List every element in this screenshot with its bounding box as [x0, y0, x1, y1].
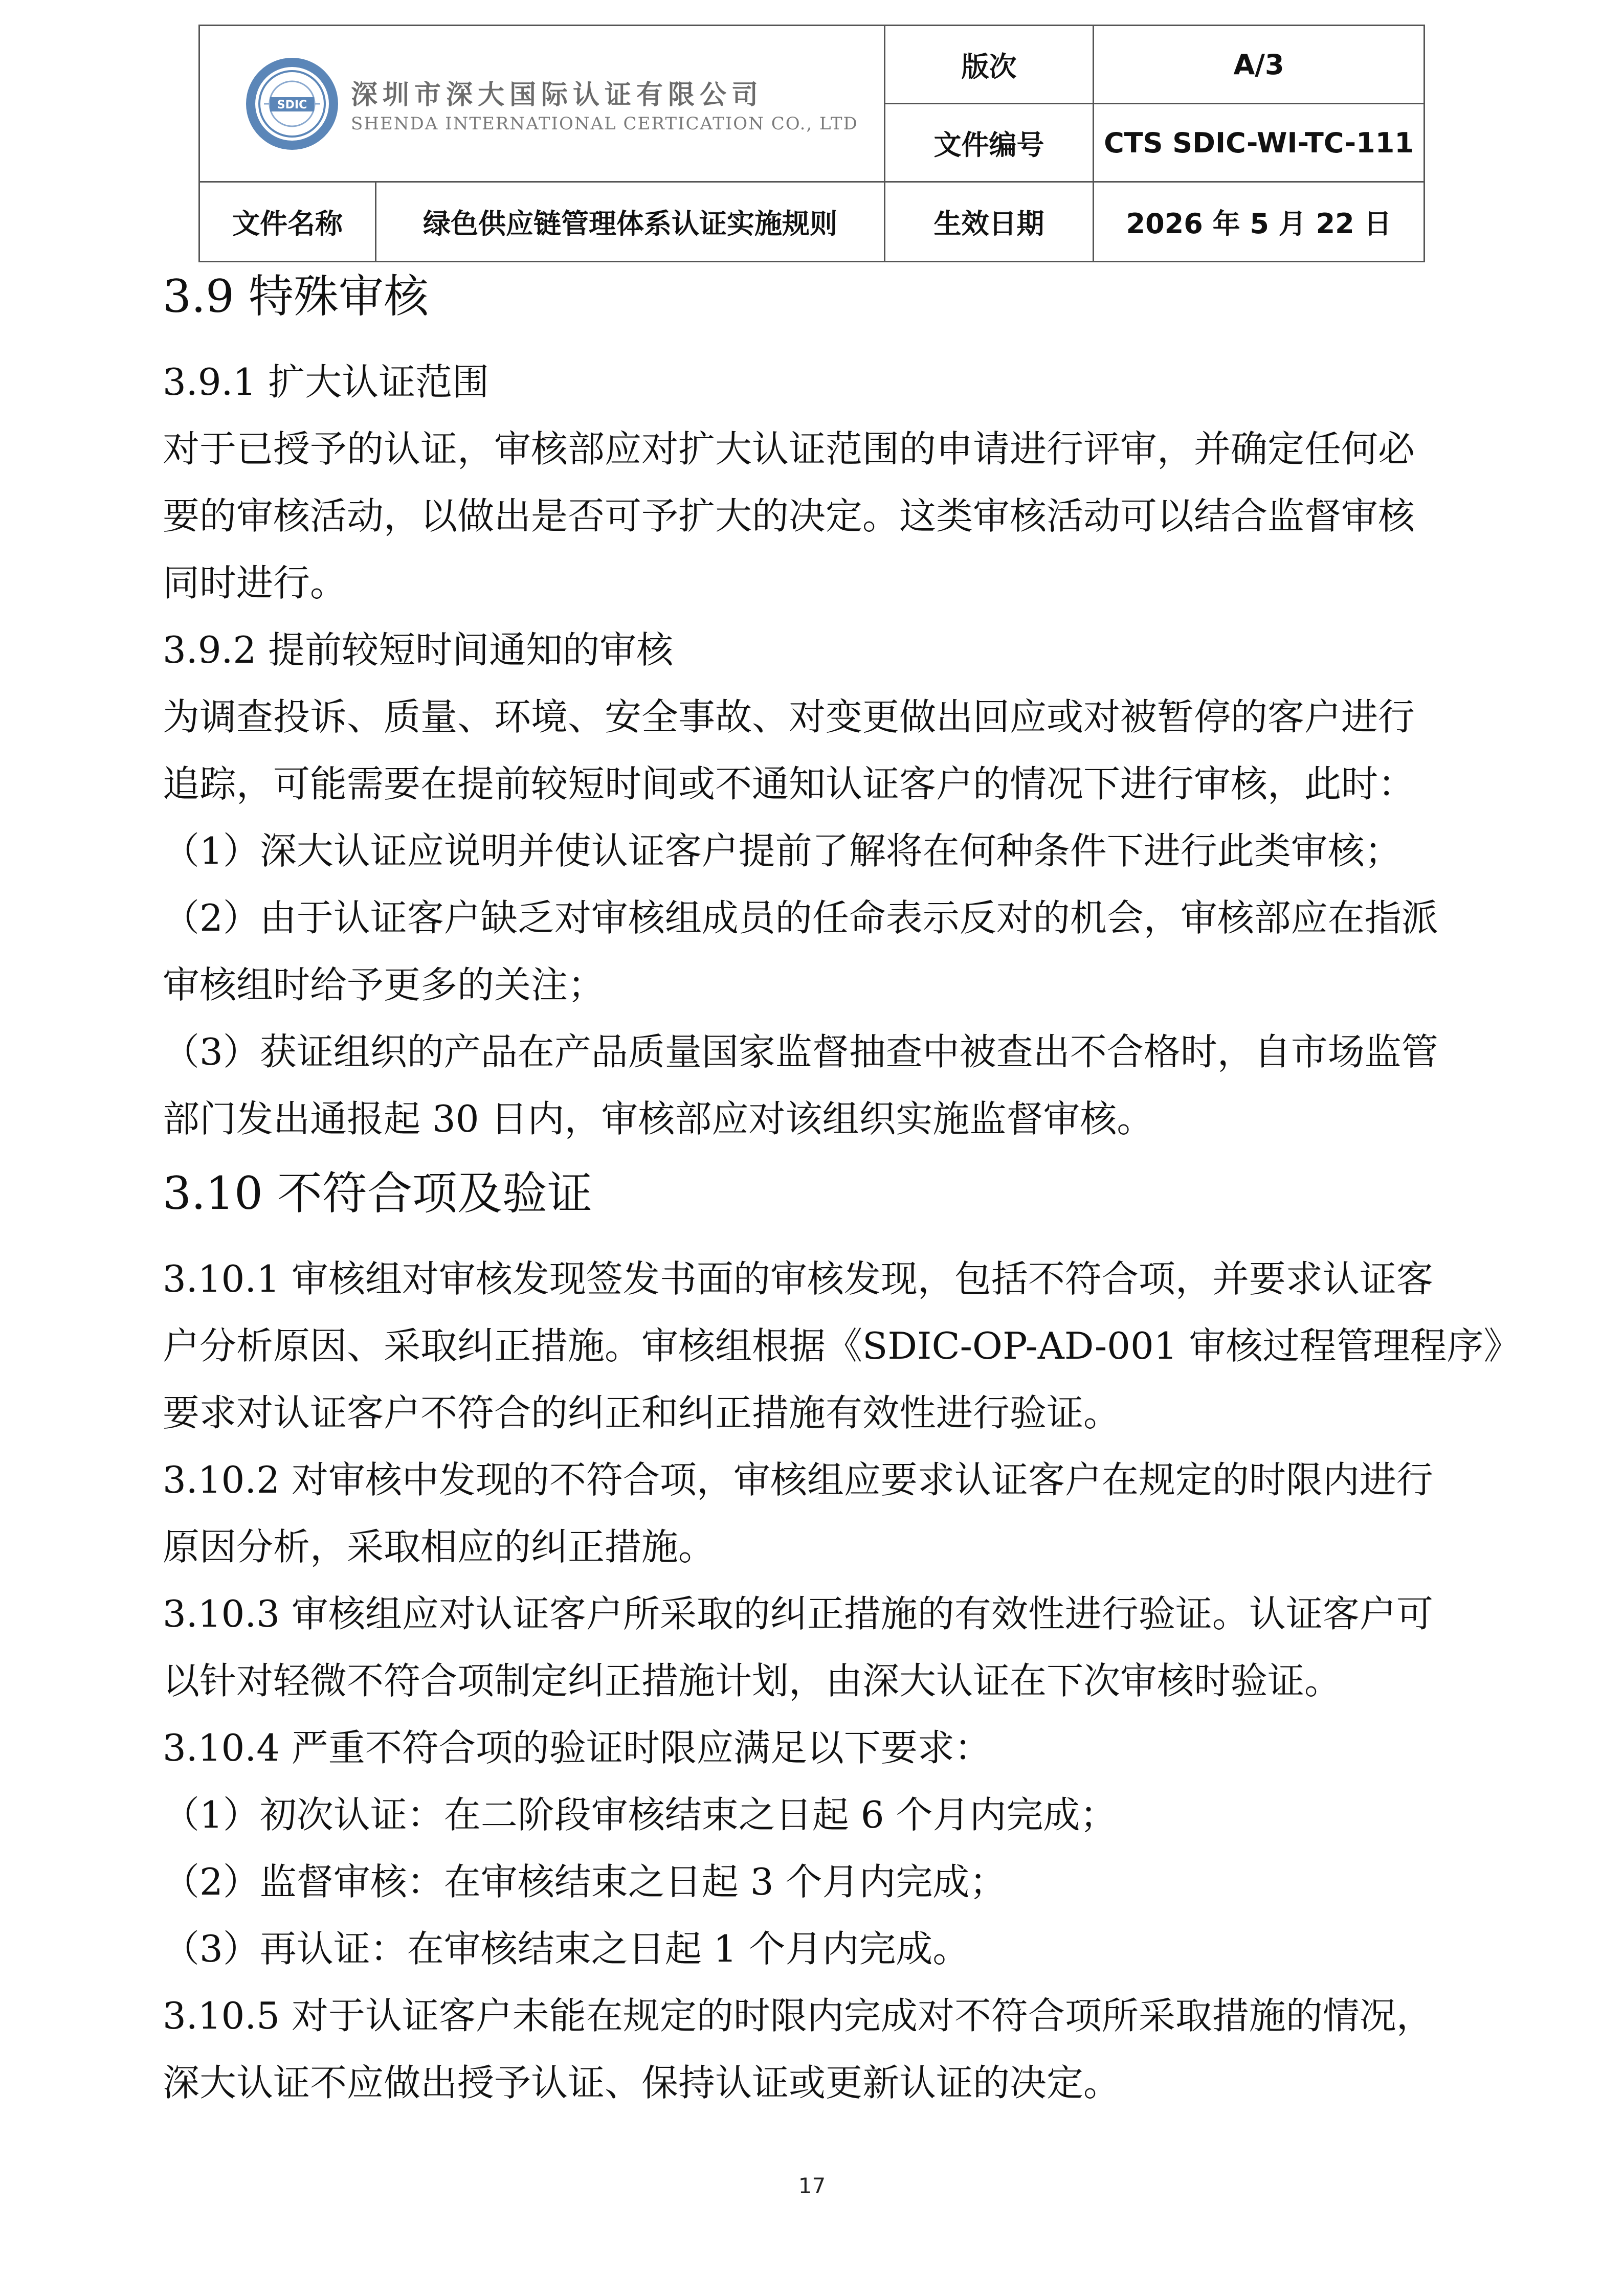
company-logo-cell	[199, 26, 885, 182]
doc-name-label: 文件名称	[199, 182, 376, 262]
effective-date-value: 2026 年 5 月 22 日	[1094, 182, 1425, 262]
paragraph-line: 为调查投诉、质量、环境、安全事故、对变更做出回应或对被暂停的客户进行	[163, 695, 1415, 738]
section-3-9-heading: 3.9 特殊审核	[163, 270, 429, 323]
paragraph-line: 同时进行。	[163, 561, 347, 604]
paragraph-line: 原因分析，采取相应的纠正措施。	[163, 1525, 716, 1568]
paragraph-line: 3.10.5 对于认证客户未能在规定的时限内完成对不符合项所采取措施的情况，	[163, 1994, 1433, 2037]
company-name-cn: 深圳市深大国际认证有限公司	[351, 79, 764, 110]
paragraph-line: 3.10.2 对审核中发现的不符合项，审核组应要求认证客户在规定的时限内进行	[163, 1458, 1433, 1501]
paragraph-line: 3.10.4 严重不符合项的验证时限应满足以下要求：	[163, 1726, 991, 1769]
paragraph-line: 户分析原因、采取纠正措施。审核组根据《SDIC-OP-AD-001 审核过程管理程序》	[163, 1324, 1521, 1367]
doc-number-label: 文件编号	[885, 104, 1094, 182]
list-item: （3）再认证：在审核结束之日起 1 个月内完成。	[163, 1927, 970, 1970]
effective-date-label: 生效日期	[885, 182, 1094, 262]
paragraph-line: 3.10.3 审核组应对认证客户所采取的纠正措施的有效性进行验证。认证客户可	[163, 1592, 1433, 1635]
company-name-en: SHENDA INTERNATIONAL CERTICATION CO., LTD	[351, 114, 858, 134]
subsection-3-9-2-heading: 3.9.2 提前较短时间通知的审核	[163, 628, 674, 671]
paragraph-line: 追踪，可能需要在提前较短时间或不通知认证客户的情况下进行审核，此时：	[163, 762, 1415, 805]
svg-text:SDIC: SDIC	[277, 98, 307, 111]
list-item: （1）深大认证应说明并使认证客户提前了解将在何种条件下进行此类审核；	[163, 829, 1401, 872]
page-number: 17	[798, 2173, 826, 2198]
list-item: （1）初次认证：在二阶段审核结束之日起 6 个月内完成；	[163, 1793, 1117, 1836]
paragraph-line: 以针对轻微不符合项制定纠正措施计划，由深大认证在下次审核时验证。	[163, 1659, 1342, 1702]
paragraph-line: 要的审核活动，以做出是否可予扩大的决定。这类审核活动可以结合监督审核	[163, 494, 1415, 537]
section-3-10-heading: 3.10 不符合项及验证	[163, 1167, 592, 1220]
list-item-continuation: 审核组时给予更多的关注；	[163, 963, 605, 1006]
version-label: 版次	[885, 26, 1094, 104]
paragraph-line: 要求对认证客户不符合的纠正和纠正措施有效性进行验证。	[163, 1391, 1121, 1434]
list-item: （3）获证组织的产品在产品质量国家监督抽查中被查出不合格时，自市场监管	[163, 1030, 1438, 1073]
version-value: A/3	[1094, 26, 1425, 104]
paragraph-line: 深大认证不应做出授予认证、保持认证或更新认证的决定。	[163, 2061, 1121, 2104]
doc-number-value: CTS SDIC-WI-TC-111	[1094, 104, 1425, 182]
doc-name-value: 绿色供应链管理体系认证实施规则	[376, 182, 885, 262]
paragraph-line: 3.10.1 审核组对审核发现签发书面的审核发现，包括不符合项，并要求认证客	[163, 1257, 1433, 1300]
list-item: （2）由于认证客户缺乏对审核组成员的任命表示反对的机会，审核部应在指派	[163, 896, 1438, 939]
document-header-table	[198, 25, 1425, 262]
company-seal-icon	[243, 55, 341, 152]
paragraph-line: 对于已授予的认证，审核部应对扩大认证范围的申请进行评审，并确定任何必	[163, 427, 1415, 470]
subsection-3-9-1-heading: 3.9.1 扩大认证范围	[163, 361, 490, 403]
list-item: （2）监督审核：在审核结束之日起 3 个月内完成；	[163, 1860, 1007, 1903]
document-body	[163, 256, 1521, 2117]
list-item-continuation: 部门发出通报起 30 日内，审核部应对该组织实施监督审核。	[163, 1097, 1154, 1140]
